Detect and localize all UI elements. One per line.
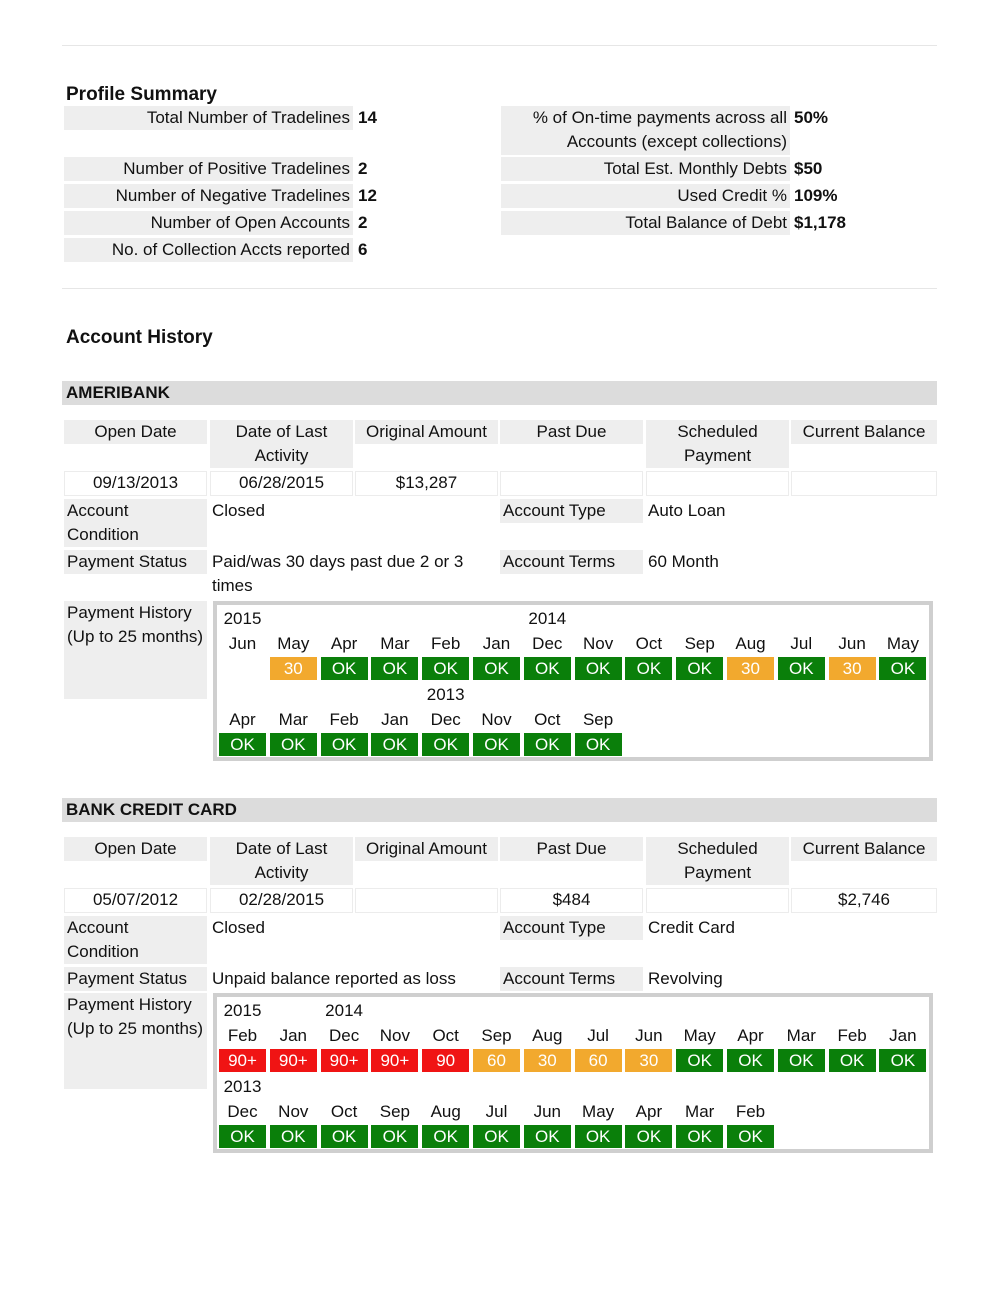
history-month: Jul — [485, 1102, 508, 1121]
history-status: OK — [727, 1125, 774, 1148]
label-line: Account — [67, 918, 129, 937]
history-cell — [219, 607, 266, 680]
history-month: Jun — [533, 1102, 561, 1121]
history-status: OK — [270, 733, 317, 756]
history-cell — [422, 683, 469, 756]
column-header-last-activity: Date of Last — [210, 420, 353, 444]
history-month: May — [683, 1026, 716, 1045]
history-month: Jan — [482, 634, 511, 653]
value-last-activity: 06/28/2015 — [210, 471, 353, 496]
value-past-due: $484 — [500, 888, 643, 913]
header-line: Scheduled — [677, 839, 758, 858]
history-year: 2015 — [223, 609, 262, 628]
history-month: Jan — [279, 1026, 307, 1045]
history-cell — [422, 607, 469, 680]
summary-label: Used Credit % — [501, 184, 790, 208]
history-cell — [625, 607, 672, 680]
label-account-condition — [64, 916, 207, 964]
history-status: 60 — [575, 1049, 622, 1072]
history-month: Oct — [534, 710, 561, 729]
history-month: Mar — [786, 1026, 816, 1045]
label-payment-history — [64, 993, 207, 1089]
history-cell — [321, 683, 368, 756]
history-status: OK — [676, 1049, 723, 1072]
history-status: 30 — [727, 657, 774, 680]
history-status: OK — [676, 657, 723, 680]
history-cell — [473, 999, 520, 1072]
history-cell — [676, 607, 723, 680]
history-month: Jan — [889, 1026, 917, 1045]
history-status: OK — [524, 1125, 571, 1148]
account-history-title: Account History — [66, 327, 213, 348]
summary-label — [501, 106, 790, 155]
history-cell — [879, 999, 926, 1072]
label-line: Account — [67, 501, 129, 520]
history-cell — [727, 607, 774, 680]
label-account-terms: Account Terms — [500, 967, 643, 991]
history-status: OK — [270, 1125, 317, 1148]
history-status: OK — [422, 657, 469, 680]
history-month: Feb — [837, 1026, 867, 1045]
history-month: Dec — [227, 1102, 258, 1121]
summary-value: $50 — [794, 159, 823, 178]
summary-label: Total Est. Monthly Debts — [501, 157, 790, 181]
history-status: OK — [676, 1125, 723, 1148]
value-scheduled-payment — [646, 888, 789, 913]
history-month: Oct — [330, 1102, 358, 1121]
history-status: OK — [778, 1049, 825, 1072]
label-line: (Up to 25 months) — [67, 627, 204, 646]
history-status: 30 — [829, 657, 876, 680]
label-account-condition — [64, 499, 207, 547]
history-cell — [473, 1075, 520, 1148]
history-cell — [473, 683, 520, 756]
label-payment-status: Payment Status — [64, 550, 207, 574]
history-cell — [727, 999, 774, 1072]
history-status: 90+ — [321, 1049, 368, 1072]
history-month: Nov — [582, 634, 614, 653]
column-header-past-due: Past Due — [500, 420, 643, 444]
history-cell — [575, 999, 622, 1072]
summary-label: Number of Open Accounts — [64, 211, 353, 235]
section-divider — [62, 288, 937, 289]
history-month: Feb — [329, 710, 359, 729]
history-cell — [676, 999, 723, 1072]
label-line: Payment History — [67, 995, 192, 1014]
summary-value: 109% — [794, 186, 838, 205]
label-payment-status: Payment Status — [64, 967, 207, 991]
column-header-past-due: Past Due — [500, 837, 643, 861]
column-header-open-date: Open Date — [64, 420, 207, 444]
history-month: Mar — [278, 710, 308, 729]
history-month: Apr — [330, 634, 358, 653]
account-name-band: AMERIBANK — [62, 381, 937, 405]
value-scheduled-payment — [646, 471, 789, 496]
history-status: OK — [321, 657, 368, 680]
history-cell — [727, 1075, 774, 1148]
history-status: OK — [371, 733, 418, 756]
history-cell — [575, 1075, 622, 1148]
value-account-type: Credit Card — [648, 918, 735, 937]
column-header-last-activity-line2: Activity — [210, 861, 353, 885]
value-open-date: 05/07/2012 — [64, 888, 207, 913]
history-month: Jan — [381, 710, 409, 729]
history-month: May — [886, 634, 919, 653]
summary-value: 2 — [358, 213, 368, 232]
header-line: Scheduled — [677, 422, 758, 441]
history-year: 2013 — [223, 1077, 262, 1096]
value-account-condition: Closed — [212, 501, 265, 520]
history-month: Mar — [380, 634, 410, 653]
history-cell — [219, 683, 266, 756]
history-cell — [422, 999, 469, 1072]
history-status: 90+ — [219, 1049, 266, 1072]
history-cell — [575, 683, 622, 756]
history-month: Feb — [431, 634, 461, 653]
history-month: Sep — [684, 634, 715, 653]
history-status: OK — [625, 657, 672, 680]
history-status: OK — [879, 1049, 926, 1072]
history-month: Mar — [685, 1102, 715, 1121]
history-month: Aug — [735, 634, 766, 653]
summary-value: 50% — [794, 108, 829, 127]
history-status: 90 — [422, 1049, 469, 1072]
column-header-current-balance: Current Balance — [791, 420, 937, 444]
label-account-type: Account Type — [500, 499, 643, 523]
history-year: 2013 — [426, 685, 465, 704]
summary-value: $1,178 — [794, 213, 846, 232]
label-account-type: Account Type — [500, 916, 643, 940]
history-cell — [524, 683, 571, 756]
value-past-due — [500, 471, 643, 496]
history-status: 30 — [524, 1049, 571, 1072]
history-status: OK — [473, 1125, 520, 1148]
history-month: Sep — [481, 1026, 512, 1045]
label-account-terms: Account Terms — [500, 550, 643, 574]
history-month: Oct — [432, 1026, 459, 1045]
history-cell — [625, 999, 672, 1072]
value-payment-status — [210, 550, 498, 598]
history-cell — [219, 1075, 266, 1148]
status-line: times — [212, 576, 253, 595]
history-cell — [270, 607, 317, 680]
history-status: 90+ — [371, 1049, 418, 1072]
history-status: OK — [219, 733, 266, 756]
summary-label: Total Number of Tradelines — [64, 106, 353, 130]
history-month: Apr — [737, 1026, 764, 1045]
history-month: Jun — [838, 634, 866, 653]
label-line: Condition — [67, 942, 139, 961]
history-month: Nov — [379, 1026, 410, 1045]
history-status: OK — [778, 657, 825, 680]
history-month: Jun — [228, 634, 257, 653]
value-account-terms: 60 Month — [648, 552, 719, 571]
header-line: Payment — [683, 446, 752, 465]
history-status: OK — [473, 657, 520, 680]
summary-label: Number of Positive Tradelines — [64, 157, 353, 181]
value-account-terms: Revolving — [648, 969, 723, 988]
column-header-open-date: Open Date — [64, 837, 207, 861]
history-cell — [879, 607, 926, 680]
history-cell — [422, 1075, 469, 1148]
account-name-band: BANK CREDIT CARD — [62, 798, 937, 822]
history-month: Jun — [635, 1026, 663, 1045]
history-month: Nov — [481, 710, 512, 729]
history-status: OK — [575, 733, 622, 756]
history-month: Sep — [379, 1102, 411, 1121]
label-line: (Up to 25 months) — [67, 1019, 204, 1038]
history-status: OK — [625, 1125, 672, 1148]
history-month: Aug — [430, 1102, 461, 1121]
history-month: Sep — [582, 710, 614, 729]
history-cell — [270, 1075, 317, 1148]
value-original-amount: $13,287 — [355, 471, 498, 496]
history-cell — [575, 607, 622, 680]
label-line: Payment History — [67, 603, 192, 622]
history-month: May — [277, 634, 310, 653]
history-month: May — [582, 1102, 615, 1121]
history-cell — [321, 1075, 368, 1148]
history-status: OK — [524, 657, 571, 680]
history-year: 2014 — [528, 609, 567, 628]
history-cell — [778, 999, 825, 1072]
history-status: OK — [524, 733, 571, 756]
history-month: Dec — [430, 710, 461, 729]
history-cell — [371, 683, 418, 756]
history-cell — [270, 999, 317, 1072]
history-cell — [219, 999, 266, 1072]
column-header-original-amount: Original Amount — [355, 420, 498, 444]
column-header-scheduled-payment — [646, 837, 789, 885]
status-line: Paid/was 30 days past due 2 or 3 — [212, 552, 464, 571]
history-month: Feb — [227, 1026, 258, 1045]
column-header-last-activity-line2: Activity — [210, 444, 353, 468]
top-divider — [62, 45, 937, 46]
summary-value: 2 — [358, 159, 368, 178]
summary-value: 14 — [358, 108, 377, 127]
history-cell — [676, 1075, 723, 1148]
value-current-balance — [791, 471, 937, 496]
status-line: Unpaid balance reported as loss — [212, 969, 456, 988]
value-last-activity: 02/28/2015 — [210, 888, 353, 913]
history-status: OK — [473, 733, 520, 756]
history-cell — [270, 683, 317, 756]
value-original-amount — [355, 888, 498, 913]
history-status: OK — [371, 1125, 418, 1148]
column-header-original-amount: Original Amount — [355, 837, 498, 861]
column-header-last-activity: Date of Last — [210, 837, 353, 861]
value-account-type: Auto Loan — [648, 501, 726, 520]
value-current-balance: $2,746 — [791, 888, 937, 913]
header-line: Payment — [683, 863, 752, 882]
history-cell — [524, 607, 571, 680]
payment-history-grid — [213, 993, 933, 1153]
summary-label: Total Balance of Debt — [501, 211, 790, 235]
history-status: OK — [575, 1125, 622, 1148]
summary-label: No. of Collection Accts reported — [64, 238, 353, 262]
history-cell — [371, 607, 418, 680]
history-status: 90+ — [270, 1049, 317, 1072]
history-month: Aug — [532, 1026, 563, 1045]
payment-history-grid — [213, 601, 933, 761]
history-year: 2015 — [223, 1001, 262, 1020]
history-month: Jul — [790, 634, 813, 653]
history-status: OK — [879, 657, 926, 680]
history-status: 30 — [270, 657, 317, 680]
history-cell — [371, 999, 418, 1072]
value-account-condition: Closed — [212, 918, 265, 937]
history-month: Apr — [635, 1102, 663, 1121]
history-status: OK — [321, 1125, 368, 1148]
history-cell — [524, 999, 571, 1072]
history-status: OK — [422, 1125, 469, 1148]
history-month: Feb — [735, 1102, 766, 1121]
summary-label: Number of Negative Tradelines — [64, 184, 353, 208]
summary-value: 6 — [358, 240, 368, 259]
column-header-current-balance: Current Balance — [791, 837, 937, 861]
history-cell — [625, 1075, 672, 1148]
history-status: OK — [219, 1125, 266, 1148]
history-cell — [321, 607, 368, 680]
label-line: Condition — [67, 525, 139, 544]
history-cell — [829, 999, 876, 1072]
history-status: 60 — [473, 1049, 520, 1072]
history-cell — [524, 1075, 571, 1148]
history-year: 2014 — [325, 1001, 363, 1020]
history-status: OK — [727, 1049, 774, 1072]
history-status: OK — [321, 733, 368, 756]
summary-label-line1: % of On-time payments across all — [532, 108, 787, 127]
summary-value: 12 — [358, 186, 377, 205]
history-month: Dec — [532, 634, 563, 653]
summary-label-line2: Accounts (except collections) — [566, 132, 787, 151]
history-cell — [473, 607, 520, 680]
history-month: Dec — [328, 1026, 360, 1045]
history-status: OK — [422, 733, 469, 756]
history-status: OK — [575, 657, 622, 680]
column-header-scheduled-payment — [646, 420, 789, 468]
history-month: Jul — [587, 1026, 609, 1045]
value-open-date: 09/13/2013 — [64, 471, 207, 496]
history-month: Apr — [229, 710, 256, 729]
label-payment-history — [64, 601, 207, 699]
profile-summary-title: Profile Summary — [66, 84, 217, 105]
history-month: Nov — [278, 1102, 309, 1121]
history-cell — [321, 999, 368, 1072]
history-status: OK — [829, 1049, 876, 1072]
history-cell — [778, 607, 825, 680]
history-cell — [371, 1075, 418, 1148]
history-status: OK — [371, 657, 418, 680]
history-month: Oct — [635, 634, 663, 653]
history-cell — [829, 607, 876, 680]
history-status — [219, 657, 266, 680]
history-status: 30 — [625, 1049, 672, 1072]
